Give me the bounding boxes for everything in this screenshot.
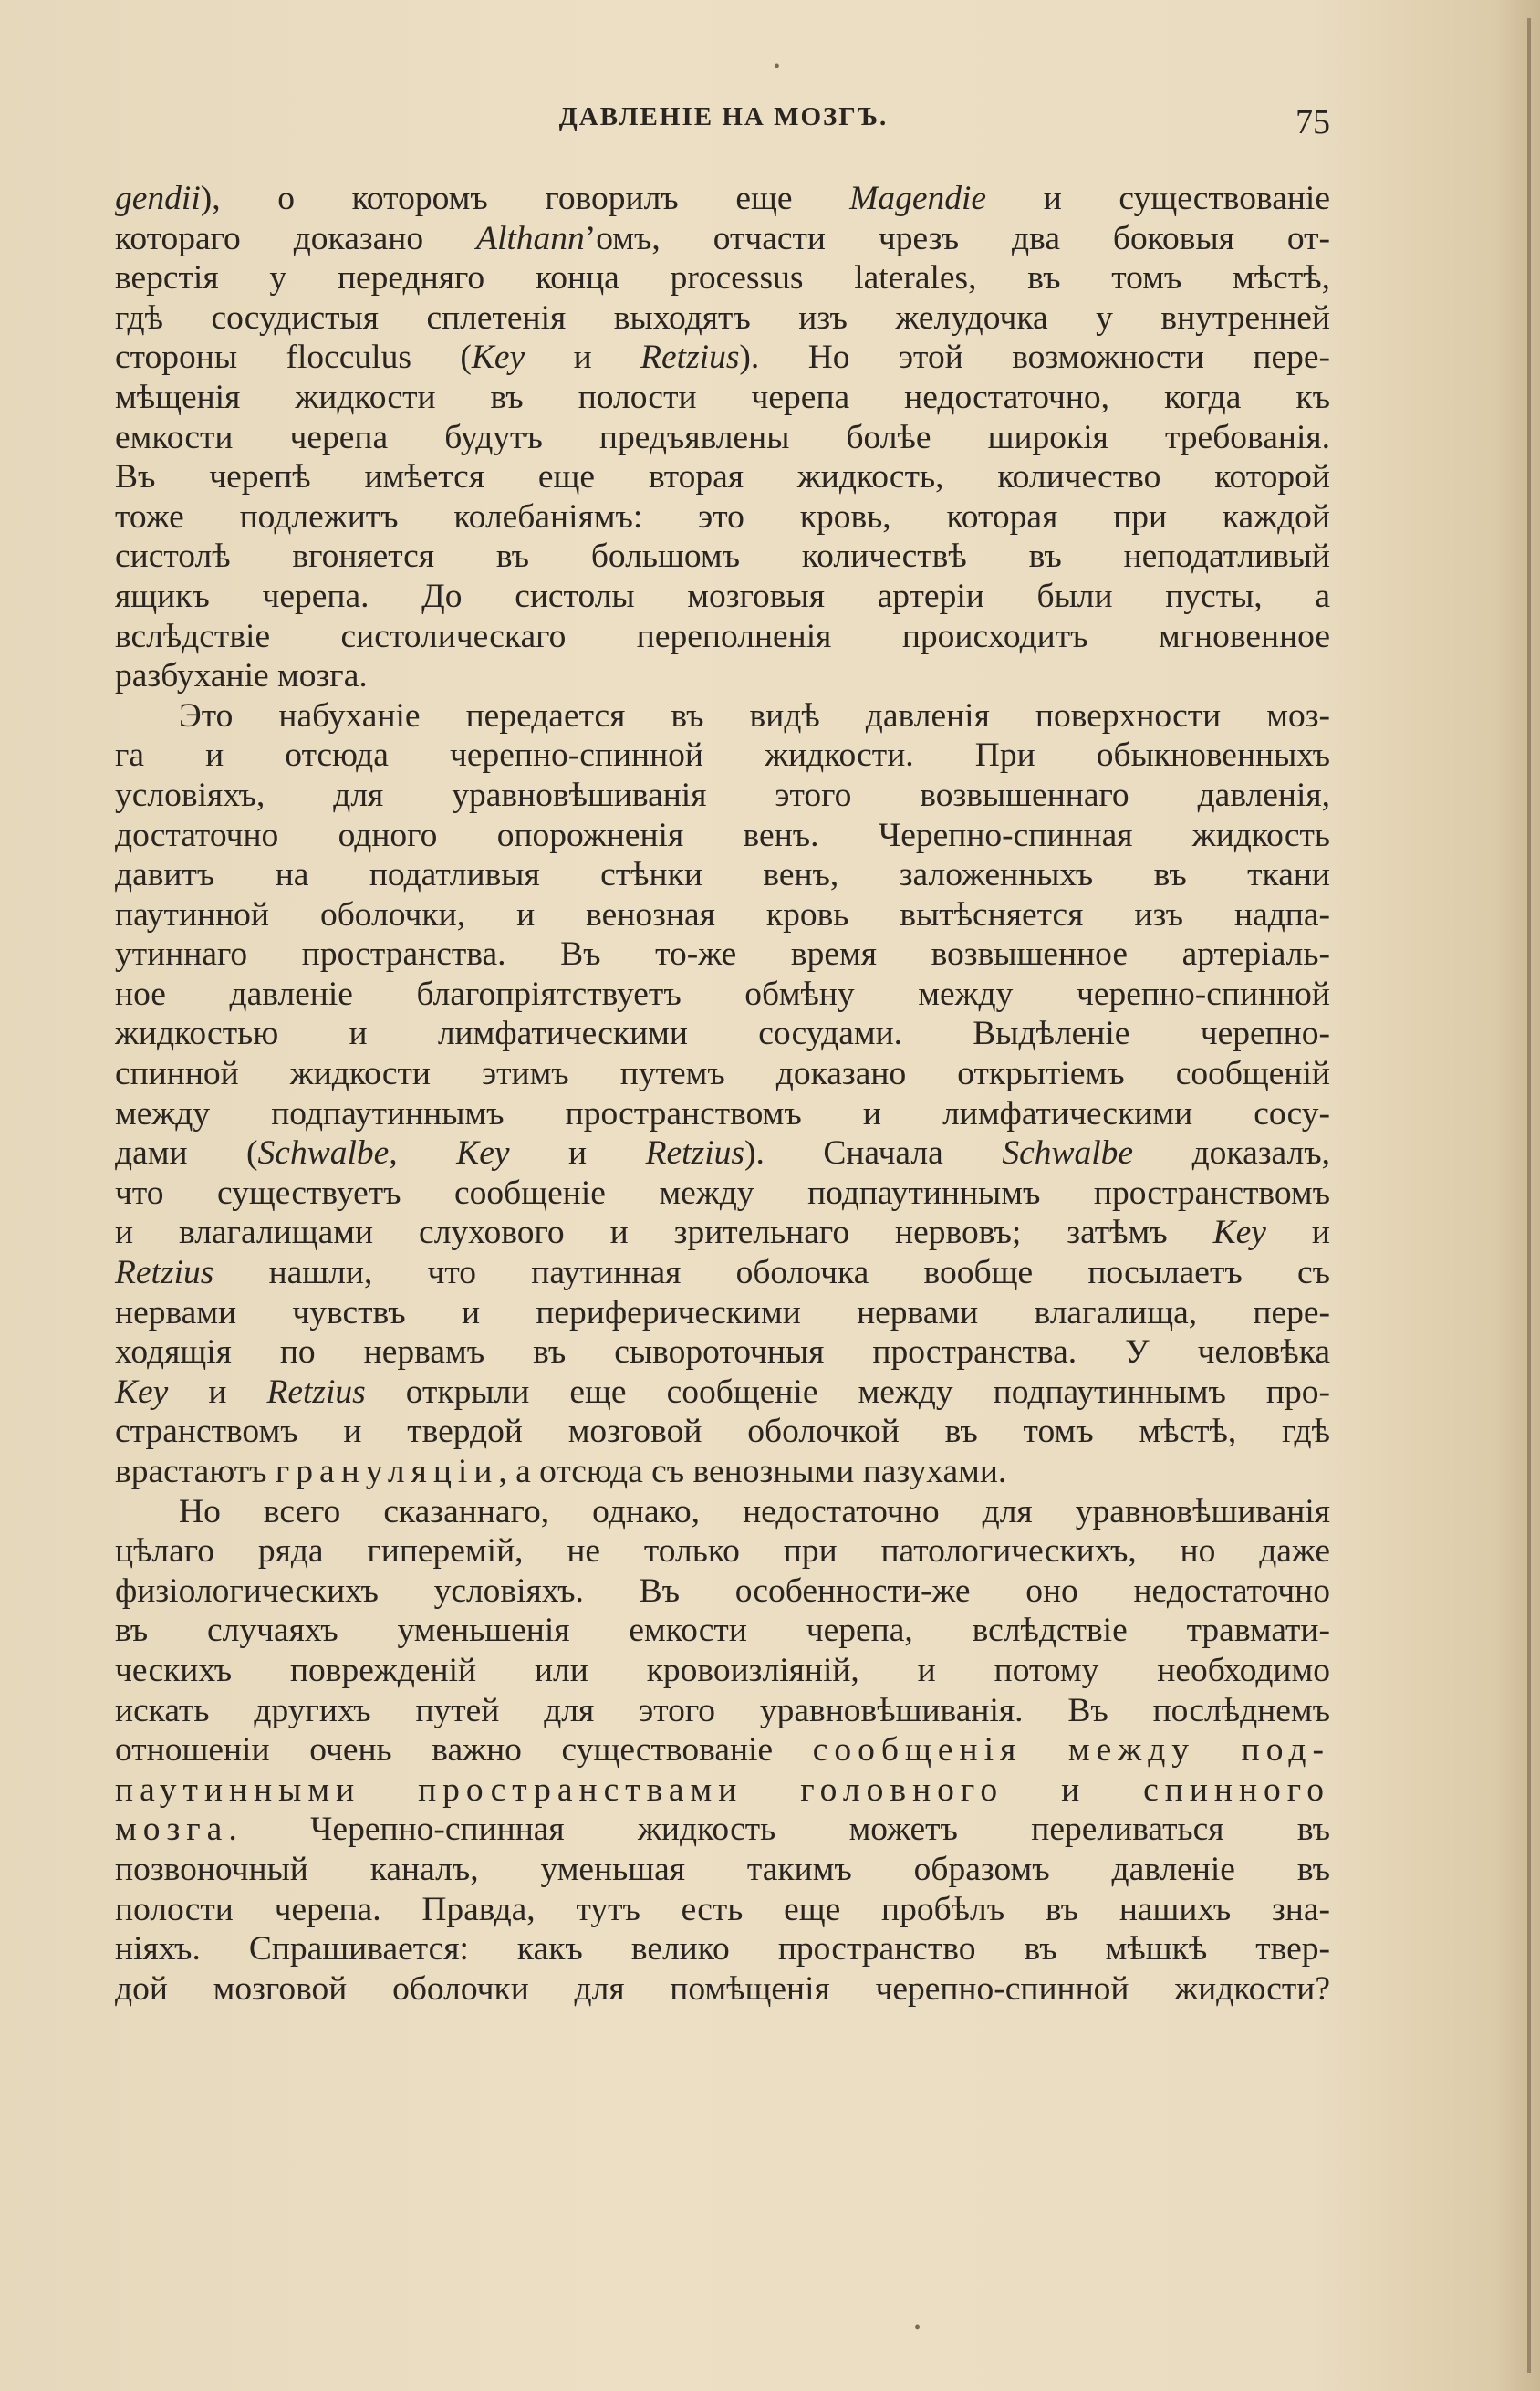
text-line [115, 1810, 1330, 1850]
italic-run: Key [471, 339, 525, 377]
text-run: и [168, 1373, 267, 1411]
italic-run: Key [1212, 1214, 1266, 1252]
text-run: спинной жидкости этимъ путемъ доказано открытіемъ сообщеній [115, 1055, 1330, 1093]
text-run: отношеніи очень важно существованіе [115, 1731, 813, 1770]
text-run: между подпаутиннымъ пространствомъ и лимфатическими сосу- [115, 1094, 1330, 1133]
ink-speck: • [914, 2318, 921, 2338]
text-run: ’омъ, отчасти чрезъ два боковыя от- [584, 219, 1330, 257]
text-line [115, 219, 1330, 259]
text-run: жидкостью и лимфатическими сосудами. Выдѣленіе черепно- [115, 1015, 1330, 1053]
text-run: и влагалищами слухового и зрительнаго нервовъ; затѣмъ [115, 1214, 1213, 1252]
text-line [115, 1373, 1330, 1413]
text-line [115, 298, 1330, 339]
text-line [115, 1730, 1330, 1770]
text-run: и существованіе [986, 180, 1330, 217]
text-line [115, 1969, 1330, 2010]
text-run: га и отсюда черепно-спинной жидкости. При обыкновенныхъ [115, 736, 1330, 775]
text-run: физіологическихъ условіяхъ. Въ особенности-же оно недостаточно [115, 1571, 1330, 1610]
text-run: ), о которомъ говорилъ еще [200, 180, 850, 217]
text-run: цѣлаго ряда гиперемій, не только при патологическихъ, но даже [115, 1532, 1330, 1571]
text-run: Но всего сказаннаго, однако, недостаточно для уравновѣшиванія [179, 1492, 1330, 1530]
text-line [115, 338, 1330, 378]
text-run: разбуханіе мозга. [115, 657, 368, 695]
text-run: ное давленіе благопріятствуетъ обмѣну между черепно-спинной [115, 975, 1330, 1013]
text-run: условіяхъ, для уравновѣшиванія этого возвышеннаго давленія, [115, 776, 1330, 814]
text-run: давитъ на податливыя стѣнки венъ, заложенныхъ въ ткани [115, 856, 1330, 894]
italic-run: Retzius [266, 1373, 366, 1411]
text-run: гдѣ сосудистыя сплетенія выходятъ изъ желудочка у внутренней [115, 298, 1330, 337]
text-run: ческихъ поврежденій или кровоизліяній, и потому необходимо [115, 1651, 1330, 1689]
text-run: ніяхъ. Спрашивается: какъ велико пространство въ мѣшкѣ твер- [115, 1930, 1330, 1968]
text-run: и [1265, 1214, 1330, 1252]
text-run: вслѣдствіе систолическаго переполненія происходитъ мгновенное [115, 617, 1330, 655]
text-line [115, 855, 1330, 895]
italic-run: Key [115, 1373, 169, 1411]
text-run: утиннаго пространства. Въ то-же время возвышенное артеріаль- [115, 935, 1330, 974]
text-run: ). Но этой возможности пере- [739, 339, 1331, 377]
text-line [115, 577, 1330, 617]
text-line [115, 1253, 1330, 1293]
text-run: ходящія по нервамъ въ сывороточныя пространства. У человѣка [115, 1333, 1330, 1372]
text-run: достаточно одного опорожненія венъ. Черепно-спинная жидкость [115, 816, 1330, 854]
body-text [115, 179, 1330, 2009]
text-run: позвоночный каналъ, уменьшая такимъ образомъ давленіе въ [115, 1850, 1330, 1888]
text-run: мѣщенія жидкости въ полости черепа недостаточно, когда къ [115, 378, 1330, 416]
text-run: нервами чувствъ и периферическими нервами влагалища, пере- [115, 1293, 1330, 1331]
text-line [115, 1651, 1330, 1691]
text-run: въ случаяхъ уменьшенія емкости черепа, вслѣдствіе травмати- [115, 1612, 1330, 1650]
text-run: что существуетъ сообщеніе между подпаутиннымъ пространствомъ [115, 1174, 1330, 1212]
text-run: систолѣ вгоняется въ большомъ количествѣ въ неподатливый [115, 538, 1330, 576]
text-run: верстія у передняго конца processus laterales, въ томъ мѣстѣ, [115, 259, 1330, 298]
text-line [115, 1890, 1330, 1930]
text-run: искать другихъ путей для этого уравновѣшиванія. Въ послѣднемъ [115, 1691, 1330, 1729]
text-run: дой мозговой оболочки для помѣщенія черепно-спинной жидкости? [115, 1969, 1330, 2008]
text-line [115, 1174, 1330, 1214]
text-line [115, 497, 1330, 538]
text-run: , а отсюда съ венозными пазухами. [498, 1453, 1007, 1490]
text-line [115, 418, 1330, 458]
text-line [115, 457, 1330, 497]
text-line [115, 736, 1330, 776]
text-line [115, 1054, 1330, 1094]
text-line [115, 1213, 1330, 1253]
text-run: доказалъ, [1133, 1134, 1330, 1173]
spaced-run: мозга [115, 1811, 229, 1849]
text-run: котораго доказано [115, 219, 477, 257]
text-run: нашли, что паутинная оболочка вообще посылаетъ съ [213, 1254, 1330, 1292]
text-line [115, 1133, 1330, 1174]
text-run: емкости черепа будутъ предъявлены болѣе широкія требованія. [115, 418, 1330, 456]
italic-run: Retzius [640, 339, 740, 377]
text-run: и [525, 339, 641, 377]
spaced-run: грануляціи [275, 1453, 499, 1490]
italic-run: Retzius [115, 1254, 214, 1292]
text-line [115, 656, 1330, 696]
text-run: ящикъ черепа. До систолы мозговыя артеріи были пусты, а [115, 577, 1330, 615]
text-run: дами ( [115, 1134, 258, 1173]
spaced-run: паутинными пространствами головного и спинного [115, 1770, 1330, 1809]
italic-run: Retzius [645, 1134, 744, 1173]
text-line [115, 1412, 1330, 1452]
text-line [115, 1611, 1330, 1651]
ink-speck: • [774, 57, 781, 77]
text-run: странствомъ и твердой мозговой оболочкой въ томъ мѣстѣ, гдѣ [115, 1413, 1330, 1451]
text-line [115, 1929, 1330, 1969]
page-header [117, 102, 1330, 148]
text-line [115, 179, 1330, 219]
text-line [115, 537, 1330, 577]
text-line [115, 696, 1330, 736]
text-line [115, 1014, 1330, 1054]
italic-run: Magendie [849, 180, 987, 217]
text-line [115, 378, 1330, 418]
running-head: ДАВЛЕНІЕ НА МОЗГЪ. [558, 102, 889, 131]
text-line [115, 975, 1330, 1015]
text-line [115, 934, 1330, 975]
text-line [115, 1293, 1330, 1333]
text-run: стороны flocculus ( [115, 339, 472, 377]
text-line [115, 1492, 1330, 1532]
text-line [115, 1770, 1330, 1811]
text-run: полости черепа. Правда, тутъ есть еще пробѣлъ въ нашихъ зна- [115, 1890, 1330, 1928]
text-line [115, 1452, 1330, 1492]
text-run: паутинной оболочки, и венозная кровь вытѣсняется изъ надпа- [115, 895, 1330, 934]
text-line [115, 1094, 1330, 1134]
text-line [115, 816, 1330, 856]
text-run: и [509, 1134, 646, 1173]
text-line [115, 258, 1330, 298]
text-run: ). Сначала [744, 1134, 1003, 1173]
text-line [115, 1332, 1330, 1373]
text-run: врастаютъ [115, 1453, 276, 1490]
text-line [115, 617, 1330, 657]
text-run: Въ черепѣ имѣется еще вторая жидкость, количество которой [115, 458, 1330, 496]
text-run: Это набуханіе передается въ видѣ давленія поверхности моз- [179, 696, 1330, 735]
page-number: 75 [1295, 103, 1330, 141]
text-run: . Черепно-спинная жидкость можетъ переливаться въ [228, 1811, 1330, 1849]
text-line [115, 1850, 1330, 1890]
text-line [115, 1531, 1330, 1571]
text-run: открыли еще сообщеніе между подпаутиннымъ про- [365, 1373, 1330, 1411]
italic-run: Althann [476, 219, 585, 257]
text-line [115, 895, 1330, 935]
italic-run: Schwalbe [1002, 1134, 1134, 1173]
italic-run: Schwalbe, Key [257, 1134, 510, 1173]
spaced-run: сообщенія между под- [812, 1731, 1330, 1770]
text-run: тоже подлежитъ колебаніямъ: это кровь, которая при каждой [115, 497, 1330, 536]
page-edge [1527, 18, 1531, 2373]
italic-run: gendii [115, 180, 201, 217]
text-line [115, 776, 1330, 816]
text-line [115, 1691, 1330, 1731]
text-line [115, 1571, 1330, 1612]
